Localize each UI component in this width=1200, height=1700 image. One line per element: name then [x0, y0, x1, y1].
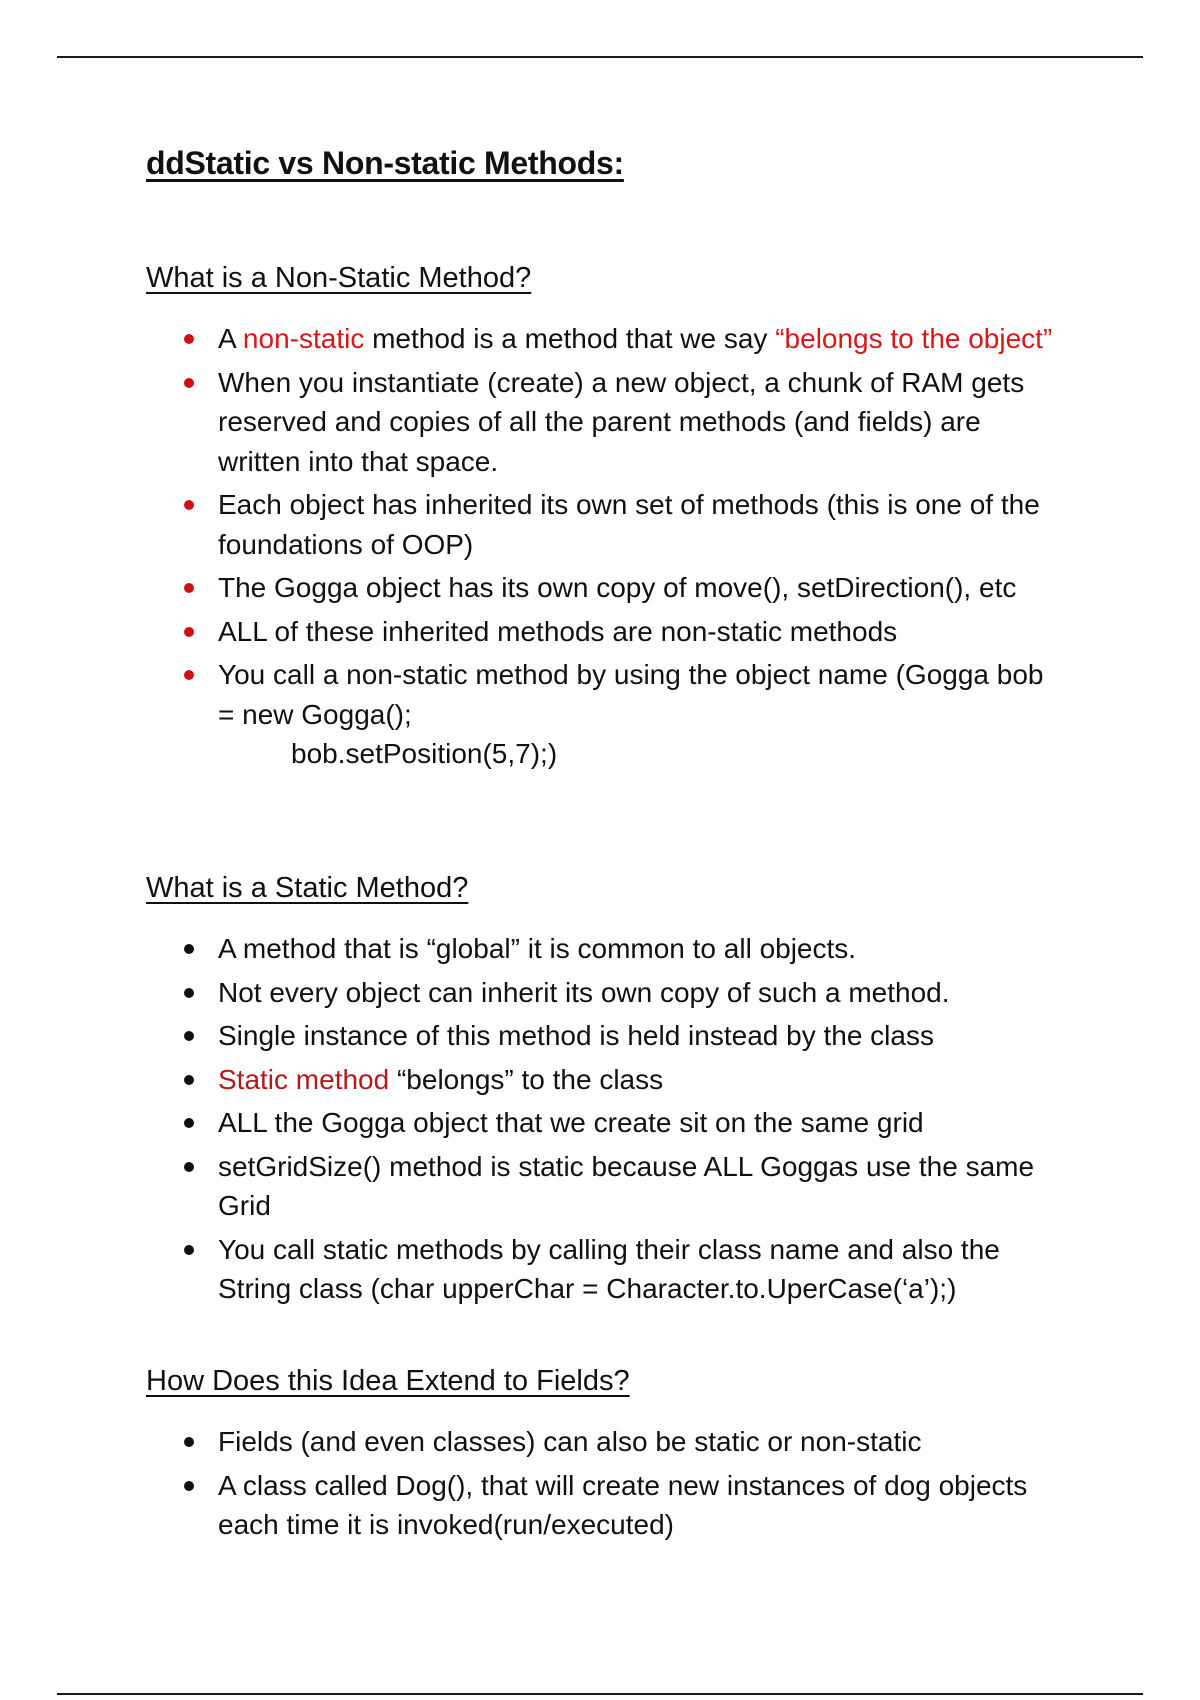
- highlight-text: Static method: [218, 1063, 390, 1095]
- bullet-icon: [184, 627, 194, 637]
- highlight-text: “belongs to the object”: [775, 323, 1053, 354]
- bullet-icon: [184, 1031, 194, 1041]
- bullet-text: ALL of these inherited methods are non-static methods: [218, 615, 898, 647]
- list-item: [0, 1466, 1200, 1545]
- list-item: [0, 1230, 1200, 1309]
- bullet-text: “belongs” to the class: [389, 1063, 664, 1095]
- list-item: [0, 973, 1200, 1013]
- bullet-text: You call a non-static method by using the object name (Gogga bob = new Gogga();: [218, 659, 1044, 730]
- bullet-text: A class called Dog(), that will create new instances of dog objects each time it is invoked(run/executed): [218, 1469, 1028, 1540]
- list-item: [0, 1060, 1200, 1100]
- list-item: [0, 1016, 1200, 1056]
- bullet-text: A: [218, 323, 243, 354]
- bottom-rule: [57, 1693, 1143, 1695]
- non-static-list: [0, 319, 1200, 778]
- bullet-text: When you instantiate (create) a new object, a chunk of RAM gets reserved and copies of all the parent methods (and fields) are written into that space.: [218, 366, 1025, 477]
- top-rule: [57, 56, 1143, 58]
- bullet-text: The Gogga object has its own copy of move(), setDirection(), etc: [218, 572, 1017, 603]
- bullet-text: method is a method that we say: [364, 323, 776, 354]
- list-item: [0, 612, 1200, 652]
- list-item: [0, 485, 1200, 564]
- bullet-icon: [184, 378, 194, 388]
- heading-non-static-method: What is a Non-Static Method?: [146, 262, 532, 294]
- list-item: [0, 1422, 1200, 1462]
- bullet-icon: [184, 583, 194, 593]
- heading-static-method: What is a Static Method?: [146, 872, 469, 904]
- bullet-icon: [184, 334, 194, 344]
- bullet-icon: [184, 1075, 194, 1085]
- document-title: ddStatic vs Non-static Methods:: [146, 145, 624, 181]
- fields-list: [0, 1422, 1200, 1549]
- bullet-icon: [184, 988, 194, 998]
- bullet-text: ALL the Gogga object that we create sit on the same grid: [218, 1107, 924, 1138]
- list-item: [0, 655, 1200, 774]
- bullet-text: setGridSize() method is static because ALL Goggas use the same Grid: [218, 1150, 1035, 1221]
- bullet-icon: [184, 1118, 194, 1128]
- bullet-icon: [184, 944, 194, 954]
- bullet-icon: [184, 1437, 194, 1447]
- list-item: [0, 929, 1200, 969]
- bullet-text: Single instance of this method is held instead by the class: [218, 1020, 934, 1051]
- bullet-text: Fields (and even classes) can also be static or non-static: [218, 1426, 922, 1457]
- bullet-icon: [184, 1162, 194, 1172]
- list-item: [0, 1103, 1200, 1143]
- bullet-text: Not every object can inherit its own copy of such a method.: [218, 976, 950, 1008]
- bullet-icon: [184, 670, 194, 680]
- bullet-text: You call static methods by calling their class name and also the String class (char upperChar = Character.to.UperCase(‘a’);): [218, 1233, 1000, 1304]
- heading-fields: How Does this Idea Extend to Fields?: [146, 1365, 630, 1397]
- bullet-icon: [184, 1481, 194, 1491]
- bullet-text: Each object has inherited its own set of methods (this is one of the foundations of OOP): [218, 489, 1040, 560]
- list-item: [0, 568, 1200, 608]
- bullet-icon: [184, 1245, 194, 1255]
- bullet-icon: [184, 500, 194, 510]
- highlight-text: non-static: [242, 323, 365, 354]
- code-line: bob.setPosition(5,7);): [291, 738, 558, 769]
- static-list: [0, 929, 1200, 1313]
- list-item: [0, 319, 1200, 359]
- list-item: [0, 1147, 1200, 1226]
- list-item: [0, 363, 1200, 482]
- bullet-text: A method that is “global” it is common to all objects.: [218, 933, 857, 964]
